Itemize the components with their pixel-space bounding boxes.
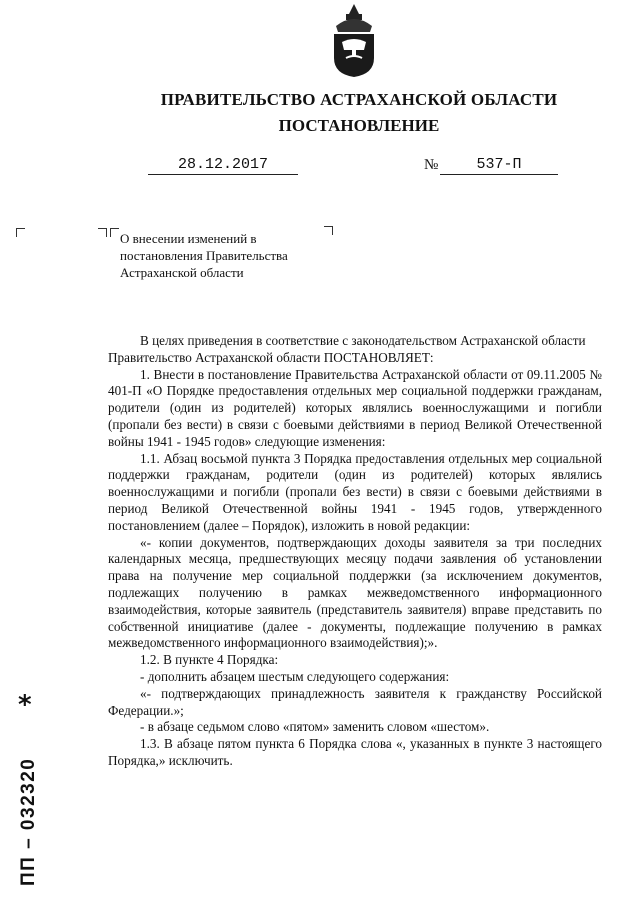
list-item: - в абзаце седьмом слово «пятом» заменить словом «шестом».	[140, 719, 490, 735]
quoted-text: «- подтверждающих принадлежность заявителя к гражданству Российской Федерации.»;	[108, 685, 602, 718]
paragraph-1: 1. Внести в постановление Правительства Астраханской области от 09.11.2005 № 401-П «О Порядке предоставления отдельных мер социальной поддержки гражданам, родители (один из родителей) которых являлись военнослужащими и погибли (пропали без вести) в связи с боевыми действиями в период Великой Отечественной войны 1941 - 1945 годов» следующие изменения:	[108, 366, 602, 449]
paragraph-1-3: 1.3. В абзаце пятом пункта 6 Порядка слова «, указанных в пункте 3 настоящего Порядка,» исключить.	[108, 736, 602, 768]
document-number: 537-П	[440, 156, 558, 175]
margin-corner-mark	[16, 228, 25, 237]
document-subject: О внесении изменений в постановления Правительства Астраханской области	[120, 231, 288, 280]
government-title: ПРАВИТЕЛЬСТВО АСТРАХАНСКОЙ ОБЛАСТИ	[160, 90, 558, 109]
margin-document-code: ПП – 032320	[18, 757, 39, 886]
quoted-text: «- копии документов, подтверждающих доходы заявителя за три последних календарных месяца, предшествующих месяцу подачи заявления об установлении права на получение мер социальной поддержки (за исключением документов, подлежащих получению в рамках межведомственного информационного взаимодействия, которые заявитель (представитель заявителя) вправе представить по собственной инициативе (далее - документы, подлежащие получению в рамках межведомственного информационного взаимодействия);».	[108, 534, 602, 651]
margin-star-mark: *	[18, 690, 32, 720]
document-body	[108, 333, 602, 770]
document-date: 28.12.2017	[148, 156, 298, 175]
paragraph-1-2: 1.2. В пункте 4 Порядка:	[140, 652, 279, 668]
list-item: - дополнить абзацем шестым следующего содержания:	[140, 668, 450, 684]
preamble: В целях приведения в соответствие с законодательством Астраханской области	[140, 333, 586, 348]
document-type: ПОСТАНОВЛЕНИЕ	[278, 116, 440, 135]
number-label: №	[424, 157, 439, 173]
subject-corner-mark	[110, 228, 119, 237]
coat-of-arms-emblem	[326, 2, 382, 78]
resolution-line: Правительство Астраханской области ПОСТАНОВЛЯЕТ:	[108, 349, 434, 365]
paragraph-1-1: 1.1. Абзац восьмой пункта 3 Порядка предоставления отдельных мер социальной поддержки гражданам, родители (один из родителей) которых являлись военнослужащими и погибли (пропали без вести) в связи с боевыми действиями в период Великой Отечественной войны 1941 - 1945 годов, утвержденного постановлением (далее – Порядок), изложить в новой редакции:	[108, 450, 602, 533]
subject-corner-mark	[98, 228, 107, 237]
